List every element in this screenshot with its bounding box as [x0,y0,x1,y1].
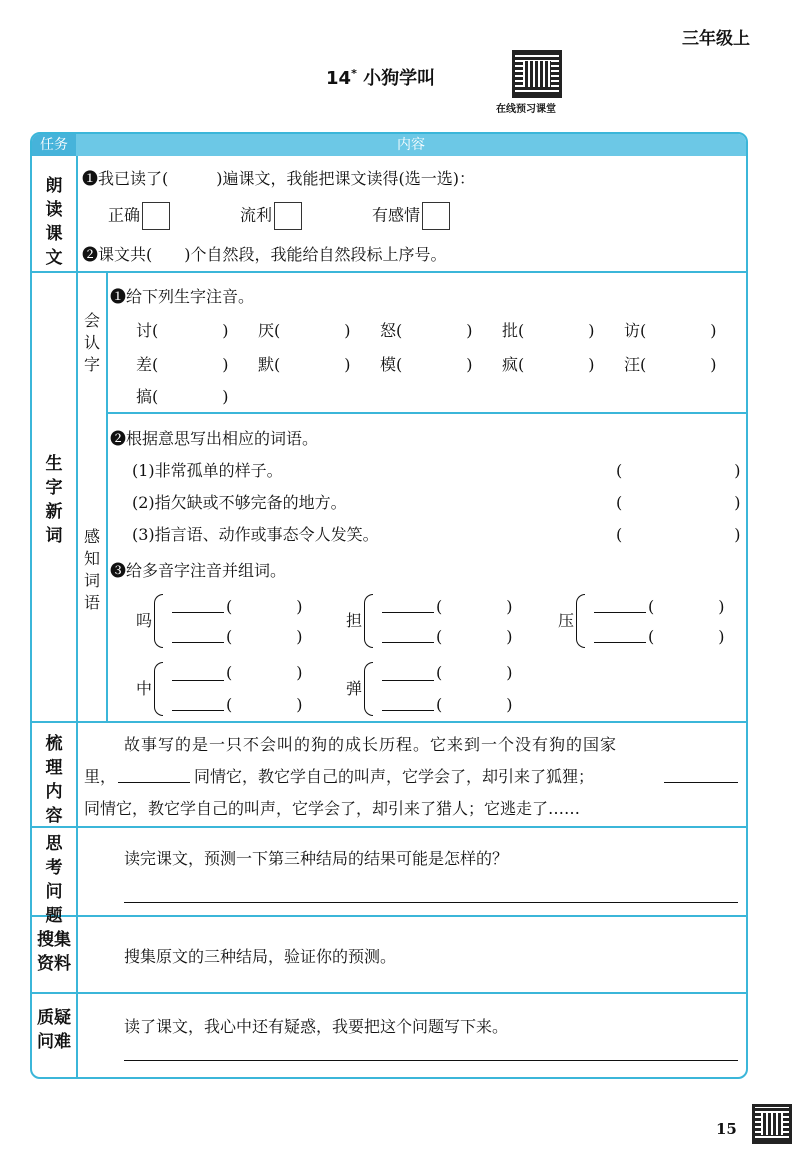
meaning-1: (1)非常孤单的样子。 [132,461,283,480]
task-reading: 朗读课文 [45,176,63,268]
reading-q1: ❶我已读了( )遍课文，我能把课文读得(选一选)： [82,169,475,188]
brace [576,594,585,648]
collect-text: 搜集原文的三种结局，验证你的预测。 [124,947,397,966]
lesson-number: 14 [326,68,352,89]
brace [364,594,373,648]
qr-code-icon[interactable] [512,50,562,98]
pinyin-item: 默( ) [258,355,351,374]
option-fluent: 流利 [240,202,302,230]
summary-line2a: 里， [84,767,117,786]
task-think: 思考问题 [45,834,63,926]
blank-line[interactable] [664,782,738,783]
column-divider [76,156,78,1079]
summary-line3: 同情它，教它学自己的叫声，它学会了，却引来了猎人；它逃走了…… [84,799,581,818]
task-collect: 搜集资料 [37,930,71,974]
qr-code-icon[interactable] [752,1104,792,1144]
pinyin-item: 差( ) [136,355,229,374]
lesson-mark: * [351,67,357,80]
blank-line[interactable] [118,782,190,783]
brace [154,662,163,716]
polyphone-paren[interactable]: ( ) [648,627,725,646]
polyphone-paren[interactable]: ( ) [226,695,303,714]
row-divider [32,992,746,994]
row-divider [106,412,746,414]
sub-perceive: 感知词语 [83,527,100,612]
pinyin-item: 搞( ) [136,387,229,406]
polyphone-paren[interactable]: ( ) [436,695,513,714]
polyphone-paren[interactable]: ( ) [436,663,513,682]
page-number: 15 [716,1120,737,1138]
lesson-title [326,64,435,90]
meaning-2: (2)指欠缺或不够完备的地方。 [132,493,347,512]
col-content-header: 内容 [397,137,425,153]
pinyin-item: 疯( ) [502,355,595,374]
polyphone-char: 吗 [136,611,153,630]
answer-paren[interactable]: ( ) [616,461,741,480]
checkbox-emotion[interactable] [422,202,450,230]
polyphone-char: 担 [346,611,363,630]
polyphone-paren[interactable]: ( ) [648,597,725,616]
col-task-header: 任务 [32,134,76,156]
polyphone-char: 压 [558,611,575,630]
study-table [30,132,748,1079]
polyphone-char: 弹 [346,679,363,698]
subcolumn-divider [106,273,108,721]
chars-q2: ❷根据意思写出相应的词语。 [110,429,319,448]
option-correct: 正确 [108,202,170,230]
polyphone-paren[interactable]: ( ) [226,663,303,682]
checkbox-correct[interactable] [142,202,170,230]
answer-line[interactable] [124,902,738,903]
row-divider [32,271,746,273]
pinyin-item: 访( ) [624,321,717,340]
lesson-title-text: 小狗学叫 [363,68,436,89]
pinyin-item: 模( ) [380,355,473,374]
table-header [32,134,746,156]
polyphone-paren[interactable]: ( ) [226,597,303,616]
chars-q1: ❶给下列生字注音。 [110,287,255,306]
think-text: 读完课文，预测一下第三种结局的结果可能是怎样的？ [124,849,509,868]
row-divider [32,915,746,917]
pinyin-item: 厌( ) [258,321,351,340]
polyphone-char: 中 [136,679,153,698]
polyphone-paren[interactable]: ( ) [436,597,513,616]
meaning-3: (3)指言语、动作或事态令人发笑。 [132,525,379,544]
task-doubt: 质疑问难 [37,1008,71,1052]
polyphone-paren[interactable]: ( ) [436,627,513,646]
brace [154,594,163,648]
answer-paren[interactable]: ( ) [616,493,741,512]
row-divider [32,721,746,723]
pinyin-item: 讨( ) [136,321,229,340]
task-summary: 梳理内容 [45,734,63,826]
doubt-text: 读了课文，我心中还有疑惑，我要把这个问题写下来。 [124,1017,509,1036]
grade-label: 三年级上 [682,29,750,49]
pinyin-item: 汪( ) [624,355,717,374]
chars-q3: ❸给多音字注音并组词。 [110,561,287,580]
summary-line2b: 同情它，教它学自己的叫声，它学会了，却引来了狐狸； [194,767,595,786]
sub-recognize: 会认字 [83,311,100,374]
summary-line1: 故事写的是一只不会叫的狗的成长历程。它来到一个没有狗的国家 [124,735,618,754]
checkbox-fluent[interactable] [274,202,302,230]
polyphone-paren[interactable]: ( ) [226,627,303,646]
pinyin-item: 怒( ) [380,321,473,340]
row-divider [32,826,746,828]
reading-q2: ❷课文共( )个自然段，我能给自然段标上序号。 [82,245,447,264]
qr-label: 在线预习课堂 [496,104,556,115]
brace [364,662,373,716]
pinyin-item: 批( ) [502,321,595,340]
task-chars: 生字新词 [45,454,63,546]
option-emotion: 有感情 [372,202,450,230]
answer-paren[interactable]: ( ) [616,525,741,544]
answer-line[interactable] [124,1060,738,1061]
